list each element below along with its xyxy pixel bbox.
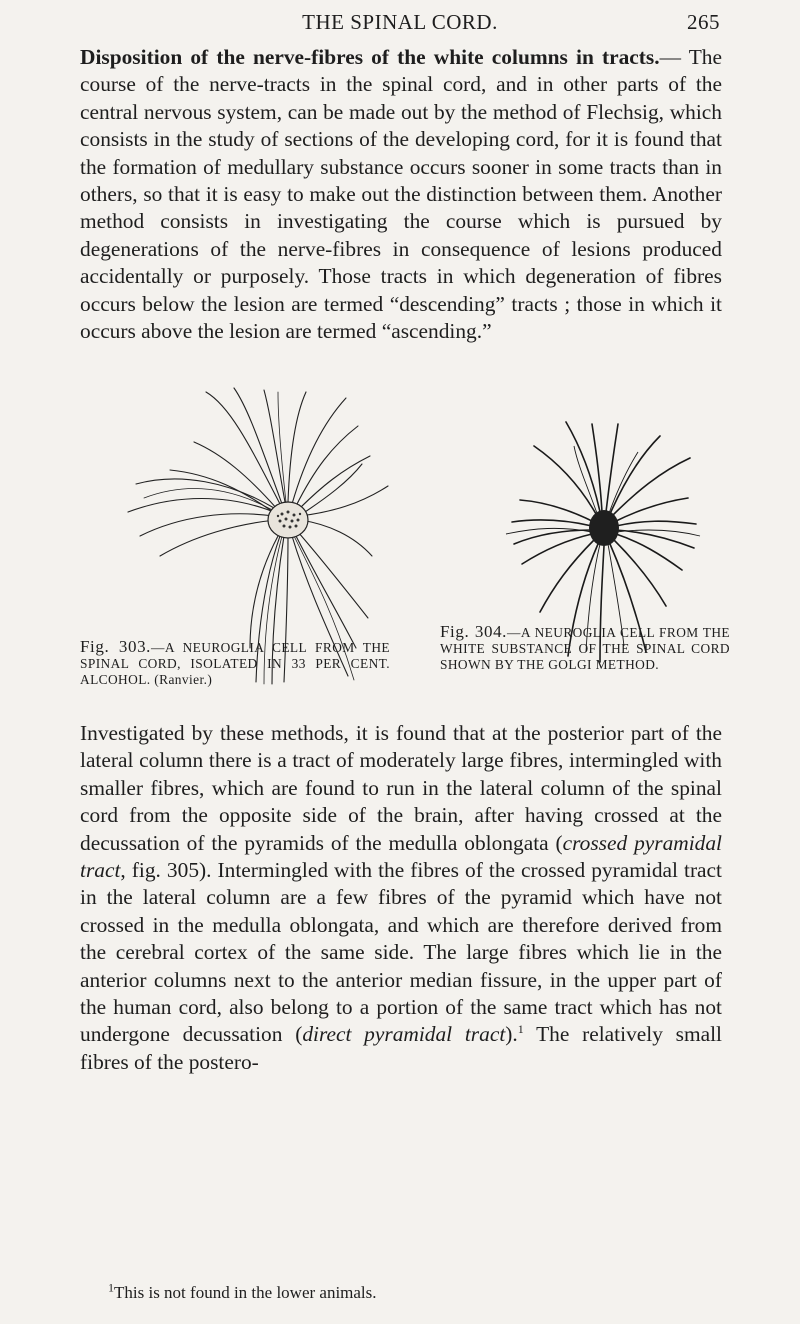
paragraph-text-b: , fig. 305). Intermingled with the fibres of the crossed pyramidal tract in the lateral column are a few fibres of the pyramid which have not crossed in the medulla oblongata, and which are therefore derived from the cerebral cortex of the same side. The large fibres which lie in the anterior columns next to the anterior median fissure, in the upper part of the human cord, also belong to a portion of the same tract which has not undergone decussation ( <box>80 858 722 1047</box>
figure-303-label: Fig. 303. <box>80 637 152 656</box>
running-head <box>80 10 720 40</box>
footnote <box>108 1282 708 1304</box>
footnote-reference[interactable]: 1 <box>517 1022 524 1037</box>
figure-304-label: Fig. 304. <box>440 622 508 641</box>
footnote-text: This is not found in the lower animals. <box>114 1283 377 1302</box>
figure-303-caption <box>80 639 390 688</box>
term-crossed-pyramidal-tract: crossed pyramidal tract <box>80 830 723 883</box>
paragraph-tracts-intro <box>80 44 722 345</box>
paragraph-pyramidal-tracts <box>80 720 722 1076</box>
running-head-title: THE SPINAL CORD. <box>302 10 498 34</box>
figure-303-caption-text: —A NEUROGLIA CELL FROM THE SPINAL CORD, ISOLATED IN 33 PER CENT. ALCOHOL. (Ranvier.) <box>80 640 390 687</box>
paragraph-text-d: The relatively small fibres of the postero- <box>80 1022 722 1074</box>
heading-dash: — <box>659 45 681 69</box>
page-number: 265 <box>687 10 720 34</box>
figure-304-caption <box>440 624 730 673</box>
paragraph-text-a: Investigated by these methods, it is found that at the posterior part of the lateral column there is a tract of moderately large fibres, intermingled with smaller fibres, which are found to run in the lateral column of the spinal cord from the opposite side of the brain, after having crossed at the decussation of the pyramids of the medulla oblongata ( <box>80 721 722 855</box>
paragraph-text: The course of the nerve-tracts in the spinal cord, and in other parts of the central nervous system, can be made out by the method of Flechsig, which consists in the study of sections of the developing cord, for it is found that the formation of medullary substance occurs sooner in some tracts than in others, so that it is easy to make out the distinction between them. Another method consists in investigating the course which is pursued by degenerations of the nerve-fibres in consequence of lesions produced accidentally or purposely. Those tracts in which degeneration of fibres occurs below the lesion are termed “descending” tracts ; those in which it occurs above the lesion are termed “ascending.” <box>80 45 722 344</box>
section-heading: Disposition of the nerve-fibres of the white columns in tracts. <box>80 45 660 69</box>
paragraph-text-c: ). <box>505 1022 518 1047</box>
figure-304-caption-text: —A NEUROGLIA CELL FROM THE WHITE SUBSTANCE OF THE SPINAL CORD SHOWN BY THE GOLGI METHOD. <box>440 625 730 672</box>
term-direct-pyramidal-tract: direct pyramidal tract <box>302 1022 506 1047</box>
footnote-marker: 1 <box>108 1280 114 1295</box>
figure-area <box>80 386 730 716</box>
